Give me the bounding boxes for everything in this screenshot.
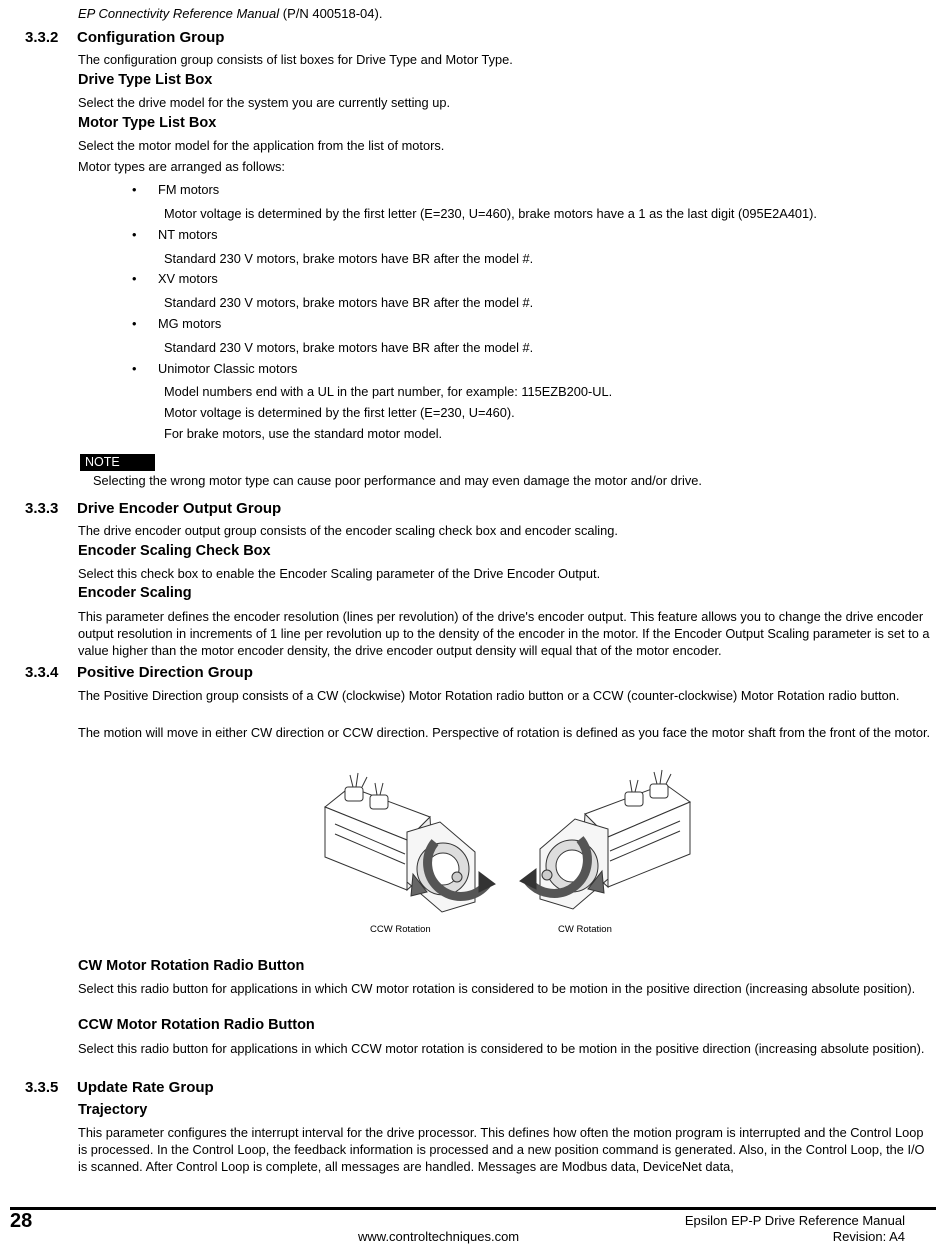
list-item: • FM motors — [132, 182, 220, 197]
section-heading-3-3-2 — [25, 29, 224, 46]
paragraph: Select this radio button for applications in which CCW motor rotation is considered to be motion in the positive direction (increasing absolute position). — [78, 1041, 925, 1056]
motor-description: Standard 230 V motors, brake motors have BR after the model #. — [164, 251, 534, 266]
footer-website: www.controltechniques.com — [358, 1229, 520, 1244]
figure-caption-cw: CW Rotation — [558, 924, 612, 935]
subheading-motor-type: Motor Type List Box — [78, 115, 217, 131]
paragraph: Select this check box to enable the Encoder Scaling parameter of the Drive Encoder Output. — [78, 566, 601, 581]
paragraph: Select this radio button for applications in which CW motor rotation is considered to be motion in the positive direction (increasing absolute position). — [78, 981, 916, 996]
motor-name: Unimotor Classic motors — [158, 361, 298, 376]
subheading-ccw-radio: CCW Motor Rotation Radio Button — [78, 1017, 315, 1033]
section-number: 3.3.5 — [25, 1079, 59, 1096]
note-text: Selecting the wrong motor type can cause poor performance and may even damage the motor and/or drive. — [93, 473, 702, 488]
subheading-trajectory: Trajectory — [78, 1102, 148, 1118]
footer-revision: Revision: A4 — [832, 1229, 905, 1244]
motor-description: Motor voltage is determined by the first letter (E=230, U=460). — [164, 405, 515, 420]
list-item: • NT motors — [132, 227, 218, 242]
reference-part-number: (P/N 400518-04). — [279, 6, 383, 21]
section-heading-3-3-4 — [25, 664, 253, 681]
note-badge: NOTE — [80, 454, 155, 471]
paragraph: The motion will move in either CW direction or CCW direction. Perspective of rotation is defined as you face the motor shaft from the front of the motor. — [78, 725, 931, 740]
section-title: Drive Encoder Output Group — [77, 500, 282, 517]
section-heading-3-3-3 — [25, 500, 281, 517]
paragraph: The drive encoder output group consists of the encoder scaling check box and encoder scaling. — [78, 523, 618, 538]
paragraph: Select the drive model for the system you are currently setting up. — [78, 95, 450, 110]
motor-description: Standard 230 V motors, brake motors have BR after the model #. — [164, 340, 534, 355]
motor-description: Motor voltage is determined by the first letter (E=230, U=460), brake motors have a 1 as the last digit (095E2A401). — [164, 206, 817, 221]
motor-description: Standard 230 V motors, brake motors have BR after the model #. — [164, 295, 534, 310]
motor-name: XV motors — [158, 271, 218, 286]
reference-line — [78, 6, 382, 21]
section-number: 3.3.4 — [25, 664, 59, 681]
subheading-cw-radio: CW Motor Rotation Radio Button — [78, 958, 305, 974]
section-title: Configuration Group — [77, 29, 225, 46]
section-number: 3.3.2 — [25, 29, 59, 46]
motor-name: NT motors — [158, 227, 218, 242]
ccw-motor-drawing — [325, 773, 495, 912]
paragraph: Motor types are arranged as follows: — [78, 159, 285, 174]
paragraph: Select the motor model for the application from the list of motors. — [78, 138, 445, 153]
subheading-encoder-scaling: Encoder Scaling — [78, 585, 192, 601]
footer-manual-title: Epsilon EP-P Drive Reference Manual — [684, 1213, 905, 1228]
figure-caption-ccw: CCW Rotation — [370, 924, 431, 935]
reference-manual-title: EP Connectivity Reference Manual — [78, 6, 280, 21]
footer-divider — [10, 1207, 936, 1210]
section-number: 3.3.3 — [25, 500, 59, 517]
motor-description: For brake motors, use the standard motor model. — [164, 426, 443, 441]
paragraph: This parameter configures the interrupt interval for the drive processor. This defines how often the motion program is interrupted and the Control Loop is processed. In the Control Loop, the feedback information is processed and a new position command is generated. Also, in the Control Loop, the I/O is scanned. After Control Loop is complete, all messages are handled. Messages are Modbus data, DeviceNet data, — [78, 1125, 925, 1174]
subheading-drive-type: Drive Type List Box — [78, 72, 213, 88]
section-heading-3-3-5 — [25, 1079, 214, 1096]
motor-name: MG motors — [158, 316, 222, 331]
motor-rotation-figure — [315, 762, 700, 937]
list-item: • XV motors — [132, 271, 218, 286]
section-title: Update Rate Group — [77, 1079, 214, 1096]
list-item: • MG motors — [132, 316, 222, 331]
list-item: • Unimotor Classic motors — [132, 361, 298, 376]
subheading-encoder-check: Encoder Scaling Check Box — [78, 543, 271, 559]
section-title: Positive Direction Group — [77, 664, 253, 681]
page-number: 28 — [10, 1210, 33, 1232]
paragraph: The Positive Direction group consists of a CW (clockwise) Motor Rotation radio button or a CCW (counter-clockwise) Motor Rotation radio button. — [78, 688, 900, 703]
cw-motor-drawing — [520, 770, 690, 909]
paragraph: The configuration group consists of list boxes for Drive Type and Motor Type. — [78, 52, 513, 67]
paragraph: This parameter defines the encoder resolution (lines per revolution) of the drive's encoder output. This feature allows you to change the drive encoder output resolution in increments of 1 line per revolution up to the density of the encoder in the motor. If the Encoder Output Scaling parameter is set to a value higher than the motor encoder density, the drive encoder output density will equal that of the motor encoder. — [78, 609, 930, 658]
motor-name: FM motors — [158, 182, 220, 197]
motor-rotation-illustration — [315, 762, 700, 937]
motor-description: Model numbers end with a UL in the part number, for example: 115EZB200-UL. — [164, 384, 613, 399]
